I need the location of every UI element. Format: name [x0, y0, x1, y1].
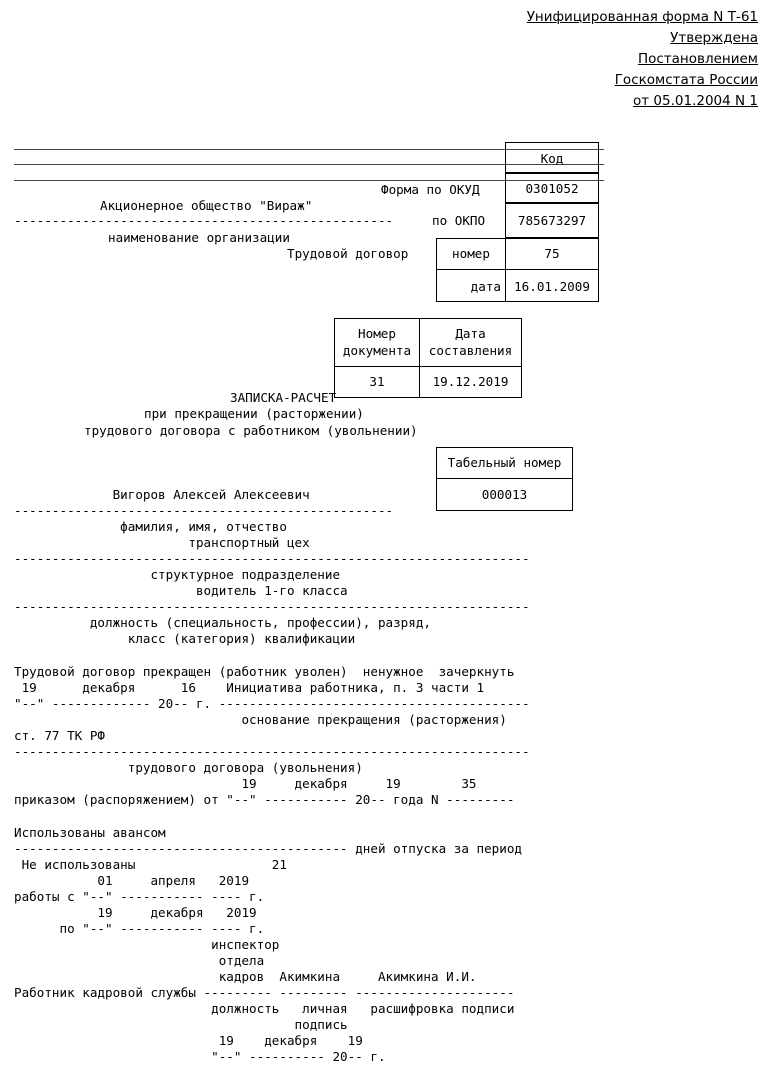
form-header-line1: Унифицированная форма N Т-61 — [526, 9, 758, 25]
document-subtitle-2: трудового договора с работником (увольнении) — [84, 423, 418, 438]
order-line-3: приказом (распоряжением) от "--" ----------- 20-- года N --------- — [14, 792, 515, 807]
number-value: 75 — [544, 246, 560, 261]
order-line-1: трудового договора (увольнения) — [14, 760, 363, 775]
doc-table-col1-line2: документа — [342, 343, 412, 358]
okpo-label: по ОКПО — [432, 213, 486, 228]
organization-name: Акционерное общество "Вираж" — [100, 198, 313, 213]
doc-number: 31 — [369, 374, 385, 389]
okpo-value: 785673297 — [517, 213, 587, 228]
tab-number-label: Табельный номер — [447, 455, 562, 470]
document-subtitle-1: при прекращении (расторжении) — [144, 406, 364, 421]
organization-dashes: -------------------------------------------------- — [14, 213, 394, 228]
organization-caption: наименование организации — [108, 230, 290, 245]
termination-basis-caption: основание прекращения (расторжения) — [14, 712, 507, 727]
form-header-line3: Постановлением — [637, 51, 758, 67]
advance-line-3: Не использованы 21 — [14, 857, 287, 872]
contract-label: Трудовой договор — [287, 246, 409, 261]
date-label: дата — [470, 279, 501, 294]
article-reference: ст. 77 ТК РФ — [14, 728, 105, 743]
advance-line-4: 01 апреля 2019 — [14, 873, 250, 888]
position-name: водитель 1-го класса — [14, 583, 348, 598]
department-name: транспортный цех — [14, 535, 310, 550]
tab-number-value: 000013 — [481, 487, 528, 502]
signature-line-6: подпись — [14, 1017, 348, 1032]
termination-line-1: Трудовой договор прекращен (работник уволен) ненужное зачеркнуть — [14, 664, 515, 679]
doc-table-col2-line2: составления — [428, 343, 513, 358]
okud-value: 0301052 — [525, 181, 579, 196]
employee-name: Вигоров Алексей Алексеевич — [14, 487, 310, 502]
order-line-2: 19 декабря 19 35 — [14, 776, 477, 791]
signature-line-5: должность личная расшифровка подписи — [14, 1001, 515, 1016]
doc-table-col1-line1: Номер — [358, 326, 396, 341]
advance-line-5: работы с "--" ----------- ---- г. — [14, 889, 265, 904]
signature-line-2: отдела — [14, 953, 265, 968]
signature-line-7: 19 декабря 19 — [14, 1033, 363, 1048]
doc-table-col2-line1: Дата — [455, 326, 486, 341]
form-header-line4: Госкомстата России — [614, 72, 758, 88]
okud-label: Форма по ОКУД — [381, 182, 480, 197]
termination-line-3: "--" ------------- 20-- г. ----------------------------------------- — [14, 696, 530, 711]
date-value: 16.01.2009 — [514, 279, 590, 294]
article-dashes: -------------------------------------------------------------------- — [14, 744, 530, 759]
position-dashes: -------------------------------------------------------------------- — [14, 599, 530, 614]
doc-date: 19.12.2019 — [432, 374, 509, 389]
signature-line-3: кадров Акимкина Акимкина И.И. — [14, 969, 477, 984]
code-header: Код — [540, 151, 564, 166]
advance-line-2: -------------------------------------------- дней отпуска за период — [14, 841, 522, 856]
form-header-line5: от 05.01.2004 N 1 — [633, 93, 758, 109]
advance-line-7: по "--" ----------- ---- г. — [14, 921, 265, 936]
department-dashes: -------------------------------------------------------------------- — [14, 551, 530, 566]
advance-line-1: Использованы авансом — [14, 825, 166, 840]
employee-name-dashes: -------------------------------------------------- — [14, 503, 394, 518]
position-caption-1: должность (специальность, профессии), разряд, — [14, 615, 432, 630]
number-label: номер — [452, 246, 490, 261]
form-header-line2: Утверждена — [670, 30, 758, 46]
termination-line-2: 19 декабря 16 Инициатива работника, п. 3 части 1 — [14, 680, 485, 695]
signature-line-4: Работник кадровой службы --------- --------- --------------------- — [14, 985, 515, 1000]
signature-line-8: "--" ---------- 20-- г. — [14, 1049, 386, 1064]
position-caption-2: класс (категория) квалификации — [14, 631, 356, 646]
employee-name-caption: фамилия, имя, отчество — [14, 519, 287, 534]
signature-line-1: инспектор — [14, 937, 280, 952]
department-caption: структурное подразделение — [14, 567, 341, 582]
advance-line-6: 19 декабря 2019 — [14, 905, 257, 920]
document-title: ЗАПИСКА-РАСЧЕТ — [230, 390, 337, 405]
